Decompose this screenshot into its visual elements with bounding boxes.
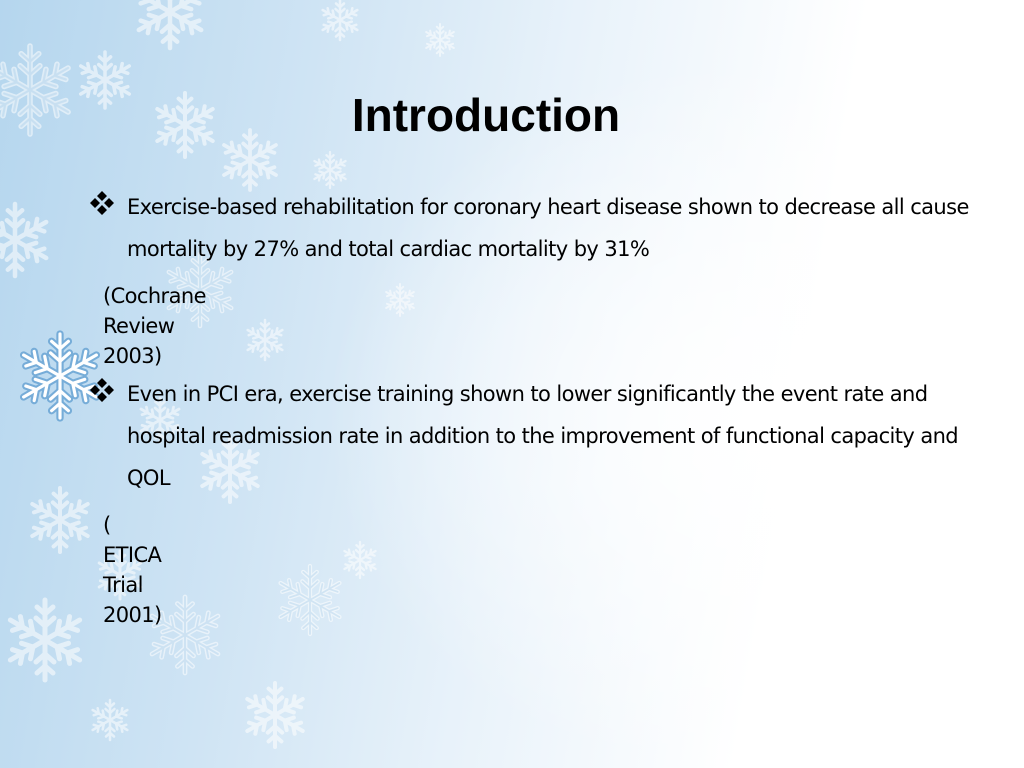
citation: ( ETICA Trial 2001) <box>103 513 162 627</box>
bullet-text: Even in PCI era, exercise training shown to lower significantly the event rate and hospital readmission rate in addition to the improvement of functional capacity and QOL <box>127 382 959 490</box>
citation: (Cochrane Review 2003) <box>103 284 206 368</box>
diamond-bullet-icon <box>89 377 115 403</box>
bullet-text: Exercise-based rehabilitation for coronary heart disease shown to decrease all cause mortality by 27% and total cardiac mortality by 31% <box>127 195 969 261</box>
slide-title: Introduction <box>351 89 621 141</box>
snowflake-icon <box>19 334 101 418</box>
diamond-bullet-icon <box>89 190 115 216</box>
